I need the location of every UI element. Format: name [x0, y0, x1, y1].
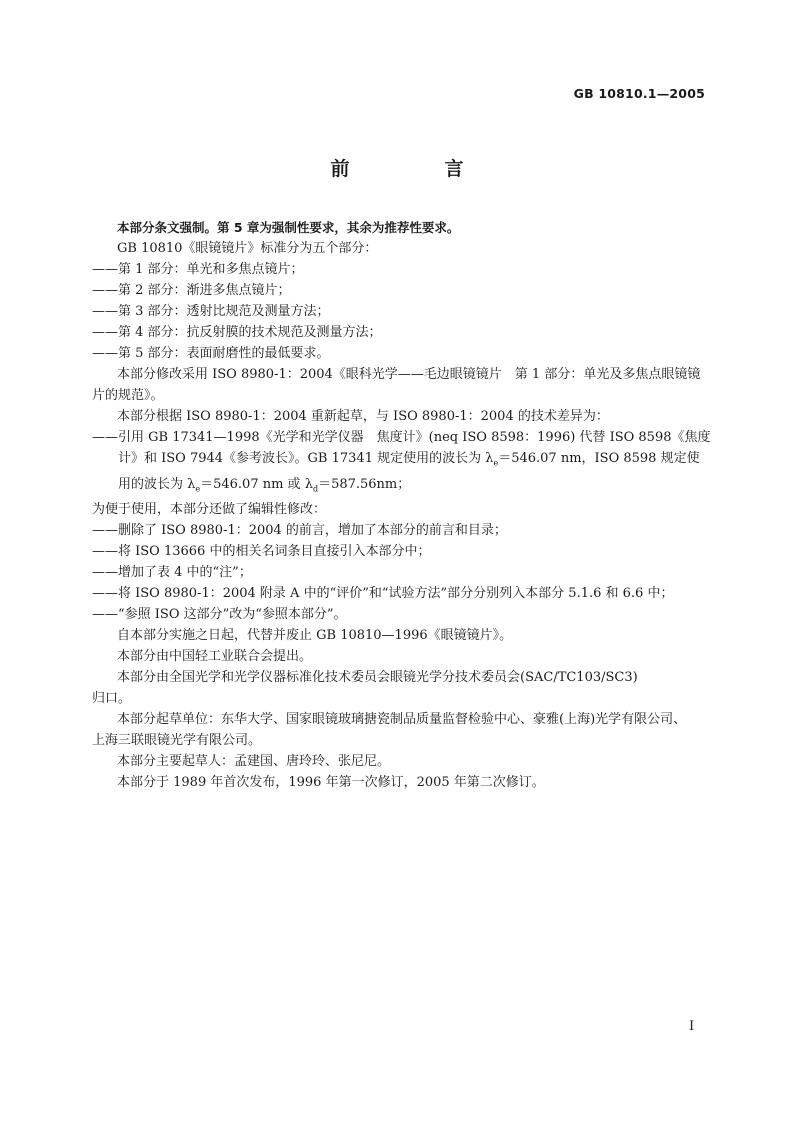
editorial-item: ——增加了表 4 中的“注”；: [92, 565, 252, 581]
editorial-item: ——删除了 ISO 8980-1：2004 的前言，增加了本部分的前言和目录；: [92, 523, 507, 539]
replacement-statement: 自本部分实施之日起，代替并废止 GB 10810—1996《眼镜镜片》。: [117, 628, 513, 644]
adoption-statement-line1: 本部分修改采用 ISO 8980-1：2004《眼科光学——毛边眼镜镜片 第 1 部分：单光及多焦点眼镜镜: [117, 367, 701, 382]
series-intro: GB 10810《眼镜镜片》标准分为五个部分：: [117, 241, 378, 256]
part-list-item: ——第 1 部分：单光和多焦点镜片；: [92, 262, 304, 277]
standard-code: GB 10810.1—2005: [573, 86, 705, 101]
wavelength-subscript: e: [195, 484, 201, 494]
committee-statement-line1: 本部分由全国光学和光学仪器标准化技术委员会眼镜光学分技术委员会(SAC/TC103/SC3): [117, 670, 638, 686]
wavelength-subscript: e: [493, 458, 499, 468]
difference-text: 计》和 ISO 7944《参考波长》。GB 17341 规定使用的波长为 λ: [118, 451, 494, 466]
wavelength-subscript: d: [312, 484, 319, 494]
proposer-statement: 本部分由中国轻工业联合会提出。: [117, 649, 313, 665]
foreword-body: [92, 217, 711, 793]
page-title: 前 言: [330, 158, 502, 180]
difference-item-line3: [117, 474, 704, 500]
drafting-units-line2: 上海三联眼镜光学有限公司。: [92, 733, 262, 749]
difference-text: 用的波长为 λ: [118, 476, 196, 492]
part-list-item: ——第 2 部分：渐进多焦点镜片；: [92, 283, 291, 298]
adoption-statement-line2: 片的规范》。: [92, 388, 164, 403]
part-list-item: ——第 4 部分：抗反射膜的技术规范及测量方法；: [92, 325, 382, 340]
mandatory-statement: 本部分条文强制。第 5 章为强制性要求，其余为推荐性要求。: [117, 220, 460, 235]
difference-text: ＝546.07 nm 或 λ: [200, 476, 313, 492]
difference-item-line2: [117, 448, 704, 474]
history-statement: 本部分于 1989 年首次发布，1996 年第一次修订，2005 年第二次修订。: [117, 775, 545, 791]
part-list-item: ——第 5 部分：表面耐磨性的最低要求。: [92, 346, 330, 361]
difference-item-line1: ——引用 GB 17341—1998《光学和光学仪器 焦度计》(neq ISO 8598：1996) 代替 ISO 8598《焦度: [92, 430, 711, 445]
page-number: I: [689, 1019, 695, 1034]
part-list-item: ——第 3 部分：透射比规范及测量方法；: [92, 304, 330, 319]
editorial-item: ——将 ISO 8980-1：2004 附录 A 中的“评价”和“试验方法”部分分别列入本部分 5.1.6 和 6.6 中；: [92, 586, 674, 602]
editorial-intro: 为便于使用，本部分还做了编辑性修改：: [92, 502, 327, 518]
drafters-statement: 本部分主要起草人：孟建国、唐玲玲、张尼尼。: [117, 754, 391, 770]
editorial-item: ——“参照 ISO 这部分”改为“参照本部分”。: [92, 607, 347, 623]
difference-text: ＝546.07 nm，ISO 8598 规定使: [498, 451, 700, 466]
committee-statement-line2: 归口。: [92, 691, 132, 707]
difference-text: ＝587.56nm；: [318, 476, 411, 492]
editorial-item: ——将 ISO 13666 中的相关名词条目直接引入本部分中；: [92, 544, 431, 560]
difference-intro: 本部分根据 ISO 8980-1：2004 重新起草，与 ISO 8980-1：2004 的技术差异为：: [117, 409, 609, 424]
drafting-units-line1: 本部分起草单位：东华大学、国家眼镜玻璃搪瓷制品质量监督检验中心、豪雅(上海)光学有限公司、: [117, 712, 687, 728]
